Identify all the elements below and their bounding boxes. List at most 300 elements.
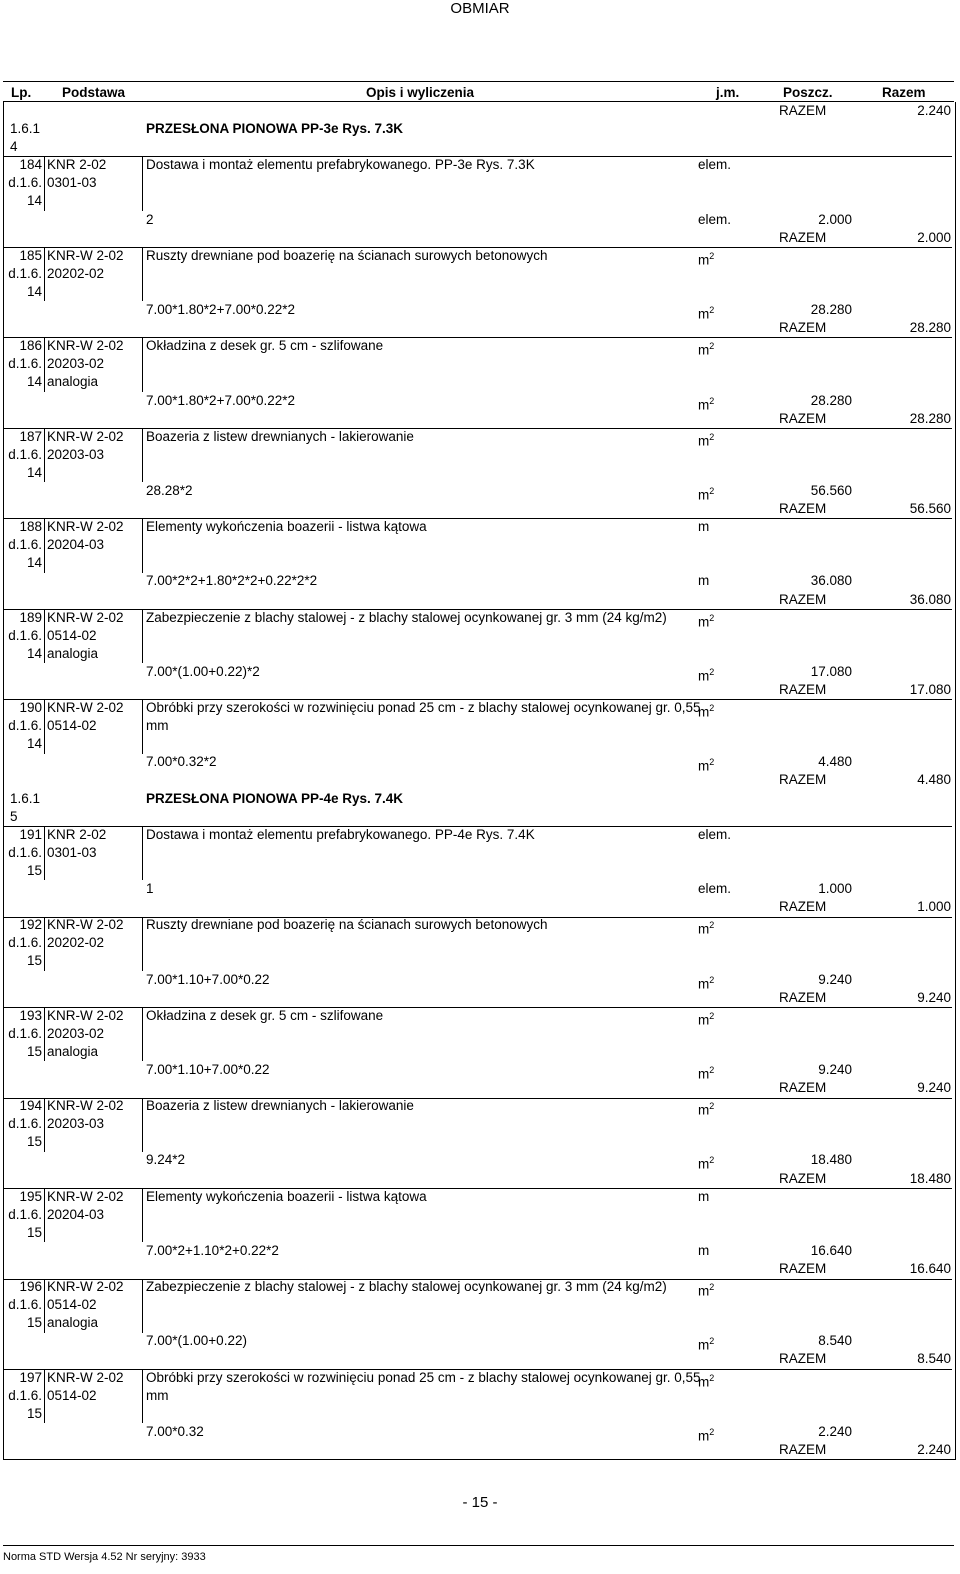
item-calculation: 2 (146, 211, 154, 227)
item-unit (698, 916, 715, 937)
item-lp: 191 (19, 826, 42, 842)
unit-exponent: 2 (709, 431, 715, 442)
section-number-cont: 4 (10, 139, 18, 155)
item-row-2 (4, 1025, 955, 1043)
item-basis: KNR-W 2-02 (47, 428, 124, 444)
item-basis: KNR-W 2-02 (47, 338, 124, 354)
item-description: Ruszty drewniane pod boazerię na ścianach surowych betonowych (146, 917, 548, 933)
item-lp: 185 (19, 247, 42, 263)
item-row-3 (4, 1133, 955, 1151)
item-calc-unit (698, 301, 715, 322)
razem-label: RAZEM (779, 229, 827, 245)
razem-label: RAZEM (779, 772, 827, 788)
item-razem-row (4, 1079, 955, 1097)
item-unit (698, 1007, 715, 1028)
item-calculation: 7.00*1.10+7.00*0.22 (146, 971, 270, 987)
item-row-3 (4, 952, 955, 970)
item-razem-row (4, 410, 955, 428)
razem-label: RAZEM (779, 1170, 827, 1186)
razem-label: RAZEM (779, 501, 827, 517)
item-calc-row (4, 1061, 955, 1082)
item-total: 17.080 (909, 682, 951, 697)
item-calc-unit (698, 392, 714, 410)
item-quantity: 8.540 (818, 1333, 852, 1349)
item-basis-code: 0514-02 (47, 627, 97, 643)
carry-over-row (4, 102, 955, 120)
basis-column-divider (142, 428, 143, 482)
item-basis: KNR-W 2-02 (47, 247, 124, 263)
unit-base: m (698, 921, 710, 937)
item-quantity: 28.280 (810, 302, 852, 318)
unit-exponent: 2 (709, 395, 715, 406)
item-calculation: 7.00*1.10+7.00*0.22 (146, 1061, 270, 1077)
item-row (4, 518, 955, 536)
lp-column-divider (44, 247, 45, 301)
item-row (4, 156, 955, 174)
lp-column-divider (44, 699, 45, 753)
item-lp: 186 (19, 338, 42, 354)
item-razem-row (4, 229, 955, 247)
item-basis-code: 20203-02 (47, 356, 105, 372)
item-calc-unit (698, 482, 715, 503)
footer-software-info: Norma STD Wersja 4.52 Nr seryjny: 3933 (3, 1551, 206, 1563)
unit-exponent: 2 (709, 1426, 715, 1437)
unit-exponent: 2 (709, 920, 715, 931)
item-description: Okładzina z desek gr. 5 cm - szlifowane (146, 1007, 384, 1023)
item-quantity: 9.240 (818, 971, 852, 987)
item-description-cont: mm (146, 718, 169, 734)
item-quantity: 4.480 (818, 754, 852, 770)
item-ref-number: 14 (26, 555, 42, 571)
item-calc-row (4, 482, 955, 503)
item-description: Zabezpieczenie z blachy stalowej - z blachy stalowej ocynkowanej gr. 3 mm (24 kg/m2) (146, 1279, 667, 1295)
item-description: Boazeria z listew drewnianych - lakierowanie (146, 428, 414, 444)
item-unit (698, 337, 715, 358)
lp-column-divider (44, 1098, 45, 1152)
item-ref: d.1.6. (8, 1206, 42, 1222)
header-description: Opis i wyliczenia (366, 85, 475, 100)
item-total: 18.480 (909, 1170, 951, 1186)
item-basis: KNR-W 2-02 (47, 1369, 124, 1385)
item-row (4, 916, 955, 937)
item-description: Boazeria z listew drewnianych - lakierowanie (146, 1098, 414, 1114)
header-quantity: Poszcz. (783, 85, 833, 100)
item-calculation: 28.28*2 (146, 482, 193, 498)
item-total: 28.280 (909, 320, 951, 336)
unit-base: m (698, 1283, 710, 1299)
item-row (4, 428, 955, 449)
item-lp: 184 (19, 157, 42, 173)
item-razem-row (4, 1441, 955, 1459)
item-basis-code: 0514-02 (47, 1297, 97, 1313)
item-basis-code: 20204-03 (47, 1206, 105, 1222)
item-calculation: 7.00*2*2+1.80*2*2+0.22*2*2 (146, 573, 318, 589)
header-basis: Podstawa (62, 85, 126, 100)
item-calc-row (4, 1151, 955, 1172)
item-basis: KNR-W 2-02 (47, 519, 124, 535)
item-basis: KNR-W 2-02 (47, 1098, 124, 1114)
lp-column-divider (44, 428, 45, 482)
razem-label: RAZEM (779, 103, 827, 118)
item-total: 2.240 (917, 1441, 951, 1457)
item-description: Obróbki przy szerokości w rozwinięciu ponad 25 cm - z blachy stalowej ocynkowanej gr. 0,55 (146, 1369, 701, 1385)
lp-column-divider (44, 337, 45, 391)
item-total: 9.240 (917, 989, 951, 1005)
item-razem-row (4, 681, 955, 699)
item-basis: KNR 2-02 (47, 157, 107, 173)
item-row-2 (4, 536, 955, 554)
unit-exponent: 2 (709, 250, 715, 261)
lp-column-divider (44, 609, 45, 663)
item-quantity: 2.000 (818, 211, 852, 227)
item-quantity: 2.240 (818, 1423, 852, 1439)
unit-base: m (698, 1012, 710, 1028)
item-calculation: 7.00*1.80*2+7.00*0.22*2 (146, 302, 296, 318)
item-calc-row (4, 572, 955, 590)
item-description: Ruszty drewniane pod boazerię na ścianach surowych betonowych (146, 247, 548, 263)
lp-column-divider (44, 156, 45, 210)
item-calc-unit (698, 1151, 715, 1172)
razem-label: RAZEM (779, 899, 827, 915)
item-razem-row (4, 898, 955, 916)
item-description-cont: mm (146, 1387, 169, 1403)
item-description: Okładzina z desek gr. 5 cm - szlifowane (146, 338, 384, 354)
item-ref: d.1.6. (8, 356, 42, 372)
unit-exponent: 2 (709, 1336, 715, 1347)
item-calc-row (4, 971, 955, 989)
item-quantity: 56.560 (810, 482, 852, 498)
item-basis: KNR 2-02 (47, 826, 107, 842)
lp-column-divider (44, 1279, 45, 1333)
unit-base: m (698, 1066, 710, 1082)
item-basis-note: analogia (47, 1043, 99, 1059)
item-quantity: 16.640 (810, 1242, 852, 1258)
razem-label: RAZEM (779, 410, 827, 426)
item-row-2 (4, 1296, 955, 1314)
item-ref-number: 15 (26, 1134, 42, 1150)
item-description: Elementy wykończenia boazerii - listwa kątowa (146, 519, 427, 535)
item-unit (698, 1278, 715, 1299)
carry-over-total: 2.240 (917, 103, 951, 118)
item-ref: d.1.6. (8, 537, 42, 553)
item-row (4, 247, 955, 268)
item-calculation: 9.24*2 (146, 1152, 186, 1168)
item-row-3 (4, 862, 955, 880)
lp-column-divider (44, 1369, 45, 1423)
page-number: - 15 - (462, 1494, 498, 1511)
item-basis-code: 20204-03 (47, 537, 105, 553)
item-basis: KNR-W 2-02 (47, 700, 124, 716)
item-calculation: 7.00*(1.00+0.22) (146, 1333, 247, 1349)
item-razem-row (4, 989, 955, 1007)
section-header-row (4, 790, 955, 808)
section-number: 1.6.1 (10, 790, 41, 806)
unit-base: m (698, 306, 710, 322)
item-description: Obróbki przy szerokości w rozwinięciu ponad 25 cm - z blachy stalowej ocynkowanej gr. 0,55 (146, 700, 701, 716)
section-number: 1.6.1 (10, 121, 41, 137)
item-calculation: 1 (146, 881, 154, 897)
item-unit (698, 247, 715, 268)
item-row-3 (4, 192, 955, 210)
footer-rule (3, 1545, 954, 1546)
basis-column-divider (142, 1279, 143, 1333)
item-row-3 (4, 735, 955, 753)
item-basis: KNR-W 2-02 (47, 917, 124, 933)
item-row-2 (4, 174, 955, 192)
unit-exponent: 2 (709, 612, 715, 623)
item-lp: 192 (19, 917, 42, 933)
item-ref: d.1.6. (8, 265, 42, 281)
item-basis-code: 20203-03 (47, 1116, 105, 1132)
unit-base: m (698, 487, 710, 503)
item-calculation: 7.00*2+1.10*2+0.22*2 (146, 1242, 279, 1258)
item-calc-unit (698, 753, 715, 774)
item-calc-row (4, 211, 955, 229)
unit-base: m (698, 976, 710, 991)
item-razem-row (4, 319, 955, 337)
item-lp: 193 (19, 1007, 42, 1023)
lp-column-divider (44, 917, 45, 971)
item-row-3 (4, 1314, 955, 1332)
item-basis-note: analogia (47, 374, 99, 390)
item-row-2 (4, 627, 955, 645)
header-lp: Lp. (11, 85, 32, 100)
unit-exponent: 2 (709, 666, 715, 677)
item-ref-number: 14 (26, 283, 42, 299)
item-ref-number: 15 (26, 862, 42, 878)
section-title: PRZESŁONA PIONOWA PP-3e Rys. 7.3K (146, 121, 404, 137)
item-ref-number: 14 (26, 736, 42, 752)
basis-column-divider (142, 1007, 143, 1061)
item-ref: d.1.6. (8, 1025, 42, 1041)
item-ref-number: 14 (26, 464, 42, 480)
razem-label: RAZEM (779, 1441, 827, 1457)
item-basis-code: 20202-02 (47, 935, 105, 951)
section-number-cont: 5 (10, 808, 18, 824)
basis-column-divider (142, 826, 143, 880)
item-lp: 197 (19, 1369, 42, 1385)
item-calc-row (4, 880, 955, 898)
item-total: 56.560 (909, 501, 951, 517)
item-ref: d.1.6. (8, 1387, 42, 1403)
unit-base: m (698, 704, 710, 720)
section-header-row-cont (4, 138, 955, 156)
unit-base: m (698, 397, 710, 412)
item-total: 8.540 (917, 1351, 951, 1367)
item-lp: 187 (19, 428, 42, 444)
unit-exponent: 2 (709, 703, 715, 714)
item-row-3 (4, 1224, 955, 1242)
item-total: 1.000 (917, 899, 951, 915)
item-calc-row (4, 1242, 955, 1260)
razem-label: RAZEM (779, 591, 827, 607)
item-lp: 190 (19, 700, 42, 716)
item-calculation: 7.00*1.80*2+7.00*0.22*2 (146, 392, 296, 408)
item-calculation: 7.00*(1.00+0.22)*2 (146, 663, 260, 679)
item-row (4, 826, 955, 844)
item-unit (698, 428, 715, 449)
item-row (4, 609, 955, 630)
item-lp: 194 (19, 1098, 42, 1114)
unit-exponent: 2 (709, 1101, 715, 1112)
item-ref: d.1.6. (8, 627, 42, 643)
item-calc-unit (698, 971, 714, 989)
unit-base: m (698, 1428, 710, 1444)
item-row-2 (4, 355, 955, 373)
item-razem-row (4, 591, 955, 609)
item-ref: d.1.6. (8, 935, 42, 951)
item-total: 28.280 (909, 410, 951, 426)
item-quantity: 18.480 (810, 1152, 852, 1168)
item-calc-row (4, 663, 955, 684)
section-header-row (4, 120, 955, 138)
item-calculation: 7.00*0.32*2 (146, 754, 217, 770)
razem-label: RAZEM (779, 989, 827, 1005)
item-unit (698, 1369, 715, 1390)
item-row-2 (4, 717, 955, 735)
item-ref: d.1.6. (8, 1116, 42, 1132)
item-calc-row (4, 301, 955, 322)
lp-column-divider (44, 1188, 45, 1242)
unit-base: m (698, 1156, 710, 1172)
unit-exponent: 2 (709, 305, 715, 316)
item-basis-code: 0301-03 (47, 844, 97, 860)
item-unit (698, 699, 715, 720)
item-row-2 (4, 1387, 955, 1405)
item-basis: KNR-W 2-02 (47, 609, 124, 625)
item-total: 36.080 (909, 591, 951, 607)
item-row (4, 337, 955, 358)
item-quantity: 17.080 (810, 663, 852, 679)
section-header-row-cont (4, 808, 955, 826)
item-description: Zabezpieczenie z blachy stalowej - z blachy stalowej ocynkowanej gr. 3 mm (24 kg/m2) (146, 609, 667, 625)
unit-exponent: 2 (709, 974, 715, 985)
item-ref-number: 15 (26, 1315, 42, 1331)
item-ref-number: 15 (26, 1043, 42, 1059)
basis-column-divider (142, 247, 143, 301)
unit-base: m (698, 1102, 710, 1118)
item-ref: d.1.6. (8, 1297, 42, 1313)
razem-label: RAZEM (779, 1261, 827, 1276)
item-unit: elem. (698, 157, 732, 173)
item-razem-row (4, 500, 955, 518)
item-basis-code: 0514-02 (47, 718, 97, 734)
item-ref-number: 14 (26, 645, 42, 661)
item-row (4, 699, 955, 720)
item-basis: KNR-W 2-02 (47, 1188, 124, 1204)
unit-base: m (698, 433, 710, 449)
item-row-3 (4, 1043, 955, 1061)
unit-exponent: 2 (709, 485, 715, 496)
item-ref: d.1.6. (8, 446, 42, 462)
item-row (4, 1278, 955, 1299)
unit-base: m (698, 758, 710, 774)
unit-base: m (698, 252, 710, 268)
lp-column-divider (44, 1007, 45, 1061)
item-ref-number: 14 (26, 374, 42, 390)
item-row (4, 1007, 955, 1028)
item-row-2 (4, 446, 955, 464)
item-ref: d.1.6. (8, 844, 42, 860)
basis-column-divider (142, 1098, 143, 1152)
unit-exponent: 2 (709, 1155, 715, 1166)
item-calc-unit (698, 1423, 715, 1444)
item-calc-row (4, 753, 955, 774)
item-calc-row (4, 1423, 955, 1444)
lp-column-divider (44, 826, 45, 880)
item-ref-number: 15 (26, 953, 42, 969)
basis-column-divider (142, 337, 143, 391)
item-description: Dostawa i montaż elementu prefabrykowanego. PP-4e Rys. 7.4K (146, 826, 535, 842)
unit-exponent: 2 (709, 1372, 715, 1383)
basis-column-divider (142, 699, 143, 753)
item-calc-unit: elem. (698, 211, 732, 227)
item-calc-unit: elem. (698, 881, 732, 897)
item-row-3 (4, 464, 955, 482)
razem-label: RAZEM (779, 320, 827, 336)
unit-base: m (698, 1374, 710, 1390)
unit-exponent: 2 (709, 341, 715, 352)
item-row-3 (4, 554, 955, 572)
item-unit: m (698, 1188, 710, 1204)
item-ref-number: 14 (26, 193, 42, 209)
header-unit: j.m. (716, 85, 740, 100)
item-row-3 (4, 283, 955, 301)
item-row (4, 1188, 955, 1206)
item-calc-row (4, 1332, 955, 1353)
item-ref-number: 15 (26, 1405, 42, 1421)
item-row (4, 1097, 955, 1118)
item-calc-unit: m (698, 1242, 710, 1258)
razem-label: RAZEM (779, 1351, 827, 1367)
basis-column-divider (142, 156, 143, 210)
item-basis: KNR-W 2-02 (47, 1279, 124, 1295)
document-title: OBMIAR (450, 0, 510, 17)
item-lp: 195 (19, 1188, 42, 1204)
item-total: 4.480 (917, 772, 951, 788)
item-unit (698, 609, 715, 630)
item-calc-unit (698, 663, 715, 684)
item-total: 2.000 (917, 229, 951, 245)
basis-column-divider (142, 1369, 143, 1423)
lp-column-divider (44, 518, 45, 572)
item-lp: 196 (19, 1279, 42, 1295)
header-total: Razem (882, 85, 926, 100)
item-calc-row (4, 392, 955, 410)
unit-exponent: 2 (709, 1282, 715, 1293)
item-calc-unit (698, 1332, 715, 1353)
unit-base: m (698, 1337, 710, 1353)
item-description: Dostawa i montaż elementu prefabrykowanego. PP-3e Rys. 7.3K (146, 157, 535, 173)
item-row-2 (4, 934, 955, 952)
item-ref: d.1.6. (8, 718, 42, 734)
item-calculation: 7.00*0.32 (146, 1423, 204, 1439)
item-quantity: 36.080 (810, 573, 852, 589)
unit-exponent: 2 (709, 757, 715, 768)
item-razem-row (4, 1350, 955, 1368)
item-basis-code: 0514-02 (47, 1387, 97, 1403)
item-basis-note: analogia (47, 645, 99, 661)
razem-label: RAZEM (779, 682, 827, 697)
item-row-2 (4, 844, 955, 862)
item-basis-code: 20202-02 (47, 265, 105, 281)
unit-base: m (698, 668, 710, 684)
item-row-3 (4, 373, 955, 391)
item-basis-note: analogia (47, 1315, 99, 1331)
header-top-rule (3, 81, 954, 82)
item-row-2 (4, 1206, 955, 1224)
section-title: PRZESŁONA PIONOWA PP-4e Rys. 7.4K (146, 790, 404, 806)
